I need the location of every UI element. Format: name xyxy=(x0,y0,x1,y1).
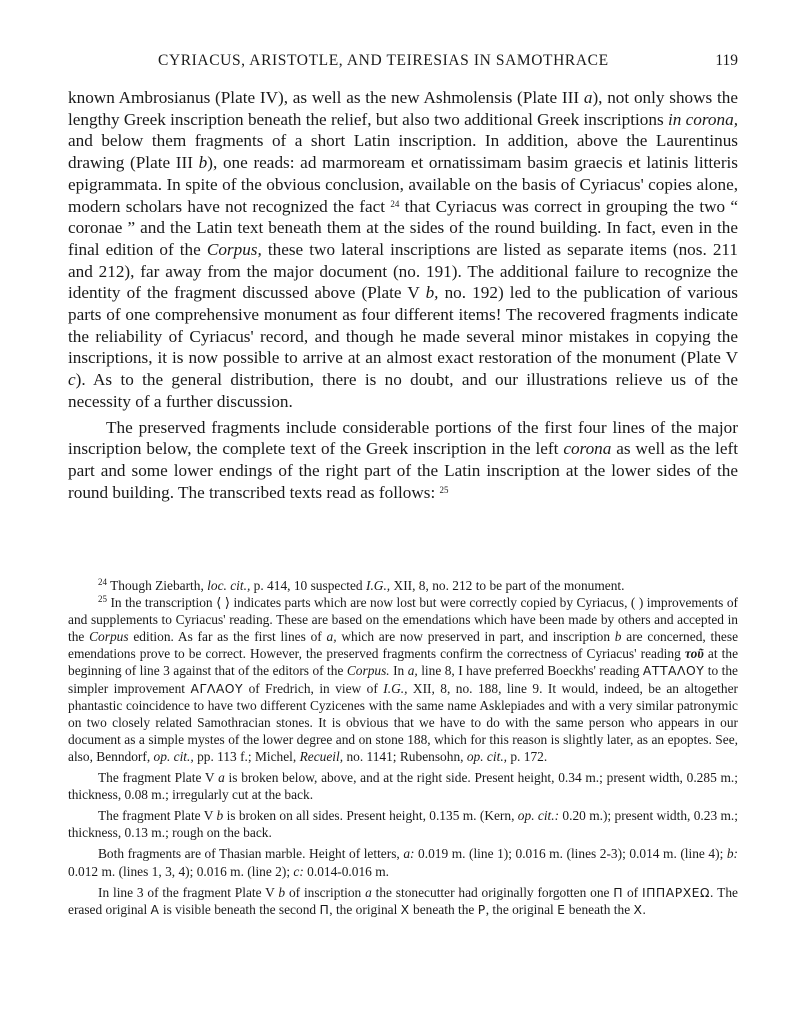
greek-word: τοῦ xyxy=(684,646,704,662)
text-run: of xyxy=(623,884,642,900)
main-text xyxy=(68,87,738,503)
running-title: CYRIACUS, ARISTOTLE, AND TEIRESIAS IN SAMOTHRACE xyxy=(158,52,609,69)
text-run: the stonecutter had originally forgotten one xyxy=(371,884,614,900)
footnote-25 xyxy=(68,594,738,765)
italic-run: b xyxy=(614,629,622,645)
text-run: The fragment Plate V xyxy=(98,770,219,786)
page-number: 119 xyxy=(715,52,738,69)
text-run: ). As to the general distribution, there is no doubt, and our illustrations relieve us of the necessity of a further discussion. xyxy=(68,370,738,411)
text-run: which are now preserved in part, and inscription xyxy=(336,629,615,645)
footnote-number: 25 xyxy=(98,594,107,605)
text-run: ), one reads: ad marmoream et ornatissimam basim graecis et latinis litteris epigrammata. In spite of the obvious conclusion, available on the basis of Cyriacus' copies alone, modern scholars have not recognized the fact xyxy=(68,153,739,216)
text-run: known Ambrosianus (Plate IV), as well as the new Ashmolensis (Plate III xyxy=(68,88,584,107)
greek-epigraphic-text: ΙΠΠΑΡΧΕΩ xyxy=(641,884,710,900)
italic-run: a xyxy=(583,88,593,107)
italic-run: c: xyxy=(293,863,304,879)
text-run: to the simpler improvement xyxy=(68,663,738,696)
italic-run: a, xyxy=(407,663,418,679)
text-run: . The erased original xyxy=(68,884,738,917)
paragraph-2 xyxy=(68,417,738,504)
text-run: The fragment Plate V xyxy=(98,808,217,824)
italic-run: a: xyxy=(403,846,415,862)
footnote-24 xyxy=(68,577,738,594)
greek-epigraphic-text: ΑΤΤΑΛΟΥ xyxy=(642,663,705,679)
text-run: In line 3 of the fragment Plate V xyxy=(98,884,279,900)
greek-epigraphic-text: Ρ xyxy=(477,901,486,917)
greek-epigraphic-text: Π xyxy=(613,884,624,900)
italic-run: loc. cit., xyxy=(207,578,251,593)
italic-run: b: xyxy=(726,846,738,862)
text-run: XII, 8, no. 212 to be part of the monument. xyxy=(390,578,625,593)
text-run: beneath the xyxy=(565,901,634,917)
italic-run: op. cit.: xyxy=(517,808,560,824)
italic-run: b xyxy=(198,153,208,173)
italic-run: Corpus xyxy=(89,629,129,645)
text-run: The preserved fragments include considerable portions of the first four lines of the major inscription below, the complete text of the Greek inscription in the left xyxy=(68,417,738,459)
text-run: beneath the xyxy=(409,901,478,917)
text-run: no. 192) led to the publication of various parts of one comprehensive monument as four different items! The recovered fragments indicate the reliability of Cyriacus' record, and though he made several minor mistakes in copying the inscriptions, it is now possible to arrive at an almost exact restoration of the monument (Plate V xyxy=(68,283,738,368)
greek-epigraphic-text: Χ xyxy=(633,901,643,917)
text-run: In the transcription ⟨ ⟩ indicates parts which are now lost but were correctly copied by Cyriacus, ( ) improvements of and supplements to Cyriacus' reading. These are based on the emendations which have been made by others and accepted in the xyxy=(68,595,738,645)
text-run: is broken on all sides. Present height, 0.135 m. (Kern, xyxy=(223,808,518,824)
greek-epigraphic-text: ΑΓΛΑΟΥ xyxy=(190,680,244,696)
italic-run: b xyxy=(216,808,224,824)
text-run: that Cyriacus was correct in grouping the two “ coronae ” and the Latin text beneath them at the sides of the round building. In fact, even in the final edition of the xyxy=(68,196,739,259)
text-run: and below them fragments of a short Latin inscription. In addition, above the Laurentinus drawing (Plate III xyxy=(68,131,738,173)
italic-run: a, xyxy=(326,629,337,645)
italic-run: Recueil, xyxy=(299,748,344,764)
text-run: are concerned, these emendations prove to be correct. However, the preserved fragments confirm the correctness of Cyriacus' reading xyxy=(68,629,739,662)
text-run: of inscription xyxy=(285,884,366,900)
italic-run: I.G., xyxy=(365,578,391,593)
italic-run: a xyxy=(218,770,225,786)
paragraph-1 xyxy=(68,87,738,413)
text-run: , the original xyxy=(329,901,401,917)
greek-epigraphic-text: Χ xyxy=(400,901,410,917)
line-3-description xyxy=(68,884,738,918)
text-run: 0.012 m. (lines 1, 3, 4); 0.016 m. (line 2); xyxy=(68,863,294,879)
text-run: of Fredrich, in view of xyxy=(243,680,384,696)
text-run: p. 172. xyxy=(507,748,548,764)
text-run: 0.014-0.016 m. xyxy=(303,863,389,879)
italic-run: Corpus. xyxy=(346,663,390,679)
text-run: at the beginning of line 3 against that of the editors of the xyxy=(68,646,739,679)
text-run: , the original xyxy=(485,901,558,917)
italic-run: in corona, xyxy=(667,109,738,129)
text-run: 0.20 m.); present width, 0.23 m.; thickness, 0.13 m.; rough on the back. xyxy=(68,808,738,841)
text-run: as well as the left part and some lower endings of the right part of the Latin inscription at the lower sides of the round building. The transcribed texts read as follows: xyxy=(68,439,738,502)
text-run: Though Ziebarth, xyxy=(107,578,208,593)
italic-run: b xyxy=(278,884,286,900)
text-run: these two lateral inscriptions are listed as separate items (nos. 211 and 212), far away from the major document (no. 191). The additional failure to recognize the identity of the fragment discussed above (Plate V xyxy=(68,239,738,303)
text-run: ), not only shows the lengthy Greek inscription beneath the relief, but also two additional Greek inscriptions xyxy=(68,88,738,129)
italic-run: b, xyxy=(425,283,439,303)
footnote-number: 24 xyxy=(98,577,107,587)
text-run: line 8, I have preferred Boeckhs' reading xyxy=(417,663,643,679)
italic-run: corona xyxy=(563,439,612,459)
text-run: is broken below, above, and at the right side. Present height, 0.34 m.; present width, 0.285 m.; thickness, 0.08 m.; irregularly cut at the back. xyxy=(68,770,738,803)
marble-description xyxy=(68,845,738,879)
text-run: Both fragments are of Thasian marble. Height of letters, xyxy=(98,846,404,862)
text-run: In xyxy=(389,663,408,679)
text-run: pp. 113 f.; Michel, xyxy=(193,748,300,764)
italic-run: a xyxy=(365,884,372,900)
italic-run: c xyxy=(68,370,76,390)
italic-run: Corpus, xyxy=(206,239,262,259)
footnote-ref-24[interactable]: 24 xyxy=(390,198,400,209)
footnotes xyxy=(68,577,738,918)
greek-epigraphic-text: Π xyxy=(319,901,330,917)
text-run: no. 1141; Rubensohn, xyxy=(343,748,467,764)
text-run: . xyxy=(642,901,646,917)
text-run: edition. As far as the first lines of xyxy=(128,629,327,645)
footnote-ref-25[interactable]: 25 xyxy=(439,484,449,495)
italic-run: op. cit., xyxy=(153,748,194,764)
text-run: 0.019 m. (line 1); 0.016 m. (lines 2-3); 0.014 m. (line 4); xyxy=(414,846,727,862)
fragment-a-description xyxy=(68,769,738,803)
italic-run: I.G., xyxy=(383,680,408,696)
text-run: p. 414, 10 suspected xyxy=(250,578,366,593)
text-run: is visible beneath the second xyxy=(159,901,320,917)
greek-epigraphic-text: Α xyxy=(150,901,160,917)
page-header xyxy=(68,52,738,76)
italic-run: op. cit., xyxy=(466,748,508,764)
text-run: XII, 8, no. 188, line 9. It would, indeed, be an altogether phantastic coincidence to have two different Cyzicenes with the same name Asklepiades and with a very similar patronymic on two closely related Samothracian stones. It is obvious that we have to do with the same person who appears in our document as a simple mystes of the lower degree and on stone 188, which for this reason is slightly later, as an epoptes. See, also, Benndorf, xyxy=(68,680,738,764)
greek-epigraphic-text: Ε xyxy=(557,901,566,917)
fragment-b-description xyxy=(68,807,738,841)
